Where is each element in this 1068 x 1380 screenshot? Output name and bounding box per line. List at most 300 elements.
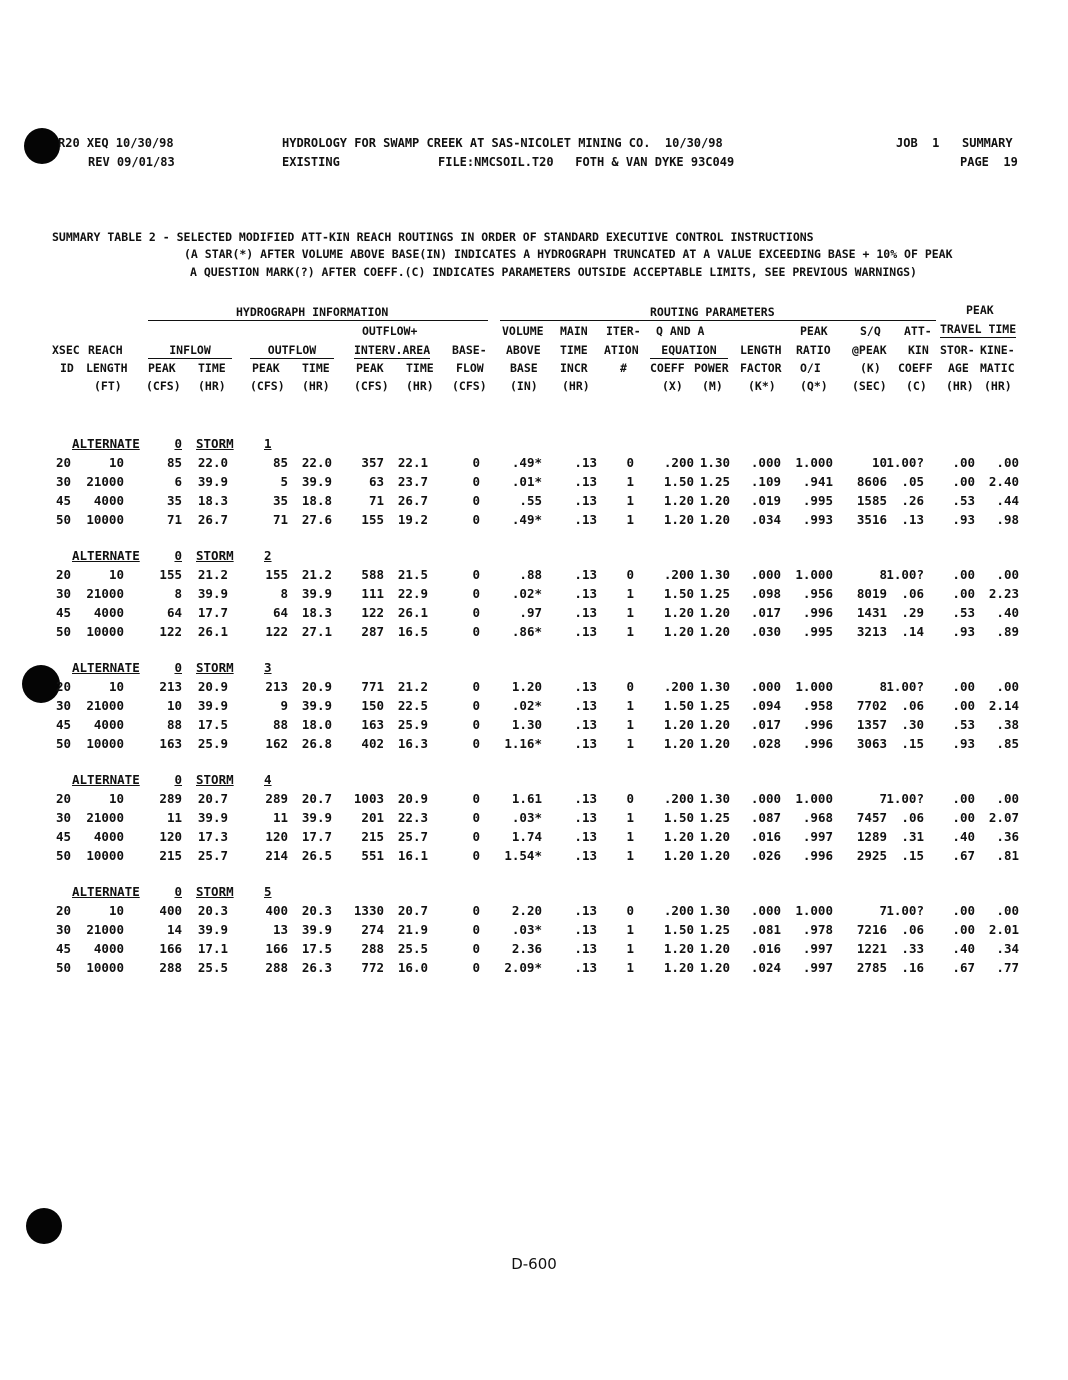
cell-iteration: 0: [626, 903, 634, 918]
cell-inflow-time: 25.5: [197, 960, 228, 975]
cell-eq-coeff: .200: [663, 567, 694, 582]
cell-eq-power: 1.30: [699, 567, 730, 582]
cell-eq-coeff: 1.50: [663, 698, 694, 713]
cell-sq-peak: 7457: [856, 810, 887, 825]
cell-inflow-time: 21.2: [197, 567, 228, 582]
cell-interv-peak: 201: [361, 810, 384, 825]
cell-sq-peak: 8: [879, 567, 887, 582]
cell-volume-above-base: .55: [519, 493, 542, 508]
cell-eq-coeff: 1.20: [663, 829, 694, 844]
cell-interv-time: 16.3: [397, 736, 428, 751]
storm-label: STORM: [196, 660, 234, 675]
cell-iteration: 1: [626, 474, 634, 489]
cell-volume-above-base: 2.36: [511, 941, 542, 956]
cell-eq-coeff: 1.20: [663, 941, 694, 956]
cell-reach-length: 10: [108, 567, 124, 582]
col-attkin-1: ATT-: [904, 324, 932, 338]
cell-base-flow: 0: [472, 903, 480, 918]
col-peakratio-3: O/I: [800, 361, 821, 375]
cell-eq-power: 1.20: [699, 736, 730, 751]
cell-eq-power: 1.20: [699, 829, 730, 844]
cell-interv-time: 22.5: [397, 698, 428, 713]
cell-interv-peak: 163: [361, 717, 384, 732]
cell-eq-power: 1.20: [699, 717, 730, 732]
cell-reach-length: 21000: [86, 474, 124, 489]
cell-travel-storage: .00: [952, 791, 975, 806]
cell-peak-ratio: .978: [802, 922, 833, 937]
col-equation: EQUATION: [650, 343, 728, 359]
cell-interv-peak: 215: [361, 829, 384, 844]
alternate-label: ALTERNATE: [72, 548, 140, 563]
cell-travel-kinematic: .44: [996, 493, 1019, 508]
cell-main-time-incr: .13: [574, 512, 597, 527]
col-outflow: OUTFLOW: [250, 343, 334, 359]
col-sq-2: @PEAK: [852, 343, 887, 357]
col-attkin-4: (C): [906, 379, 927, 393]
cell-volume-above-base: 2.20: [511, 903, 542, 918]
cell-peak-ratio: .996: [802, 717, 833, 732]
cell-main-time-incr: .13: [574, 922, 597, 937]
binder-hole-bottom: [26, 1208, 62, 1244]
cell-interv-time: 20.7: [397, 903, 428, 918]
cell-outflow-time: 39.9: [301, 922, 332, 937]
cell-reach-length: 21000: [86, 810, 124, 825]
cell-outflow-peak: 85: [272, 455, 288, 470]
cell-inflow-time: 22.0: [197, 455, 228, 470]
cell-travel-storage: .00: [952, 586, 975, 601]
cell-eq-coeff: 1.20: [663, 493, 694, 508]
cell-inflow-time: 25.9: [197, 736, 228, 751]
cell-inflow-time: 25.7: [197, 848, 228, 863]
cell-main-time-incr: .13: [574, 698, 597, 713]
binder-hole-top: [24, 128, 60, 164]
col-peakratio-4: (Q*): [800, 379, 828, 393]
cell-travel-storage: .67: [952, 848, 975, 863]
col-iter-1: ITER-: [606, 324, 641, 338]
cell-sq-peak: 2785: [856, 960, 887, 975]
cell-base-flow: 0: [472, 717, 480, 732]
cell-eq-coeff: 1.20: [663, 848, 694, 863]
cell-base-flow: 0: [472, 493, 480, 508]
page-number: D-600: [511, 1255, 557, 1273]
cell-main-time-incr: .13: [574, 605, 597, 620]
cell-xsec-id: 45: [56, 605, 72, 620]
cell-peak-ratio: 1.000: [795, 455, 833, 470]
cell-volume-above-base: .01*: [511, 474, 542, 489]
cell-attkin-coeff: .13: [901, 512, 924, 527]
cell-eq-coeff: 1.50: [663, 810, 694, 825]
cell-interv-time: 16.0: [397, 960, 428, 975]
cell-inflow-peak: 35: [166, 493, 182, 508]
cell-eq-power: 1.20: [699, 848, 730, 863]
cell-travel-storage: .53: [952, 605, 975, 620]
cell-travel-kinematic: .00: [996, 679, 1019, 694]
cell-outflow-peak: 214: [265, 848, 288, 863]
table-row: [0, 941, 1068, 959]
cell-outflow-peak: 64: [272, 605, 288, 620]
cell-main-time-incr: .13: [574, 941, 597, 956]
cell-travel-kinematic: 2.14: [988, 698, 1019, 713]
col-reach-4: (FT): [94, 379, 122, 393]
alternate-number: 0: [174, 660, 182, 675]
cell-reach-length: 10000: [86, 848, 124, 863]
cell-inflow-peak: 166: [159, 941, 182, 956]
cell-eq-coeff: 1.50: [663, 586, 694, 601]
cell-outflow-time: 17.7: [301, 829, 332, 844]
cell-length-factor: .000: [750, 679, 781, 694]
cell-eq-power: 1.25: [699, 922, 730, 937]
cell-inflow-peak: 11: [166, 810, 182, 825]
table-row: [0, 679, 1068, 697]
cell-interv-peak: 288: [361, 941, 384, 956]
alternate-label: ALTERNATE: [72, 660, 140, 675]
cell-interv-time: 20.9: [397, 791, 428, 806]
cell-xsec-id: 50: [56, 960, 72, 975]
storm-number: 3: [264, 660, 272, 675]
cell-sq-peak: 3213: [856, 624, 887, 639]
col-out-time-2: (HR): [302, 379, 330, 393]
cell-peak-ratio: .956: [802, 586, 833, 601]
cell-peak-ratio: .995: [802, 624, 833, 639]
cell-main-time-incr: .13: [574, 829, 597, 844]
cell-inflow-time: 20.9: [197, 679, 228, 694]
col-power-1: POWER: [694, 361, 729, 375]
cell-length-factor: .000: [750, 903, 781, 918]
cell-interv-time: 22.3: [397, 810, 428, 825]
cell-eq-coeff: 1.20: [663, 736, 694, 751]
cell-interv-peak: 155: [361, 512, 384, 527]
cell-inflow-peak: 71: [166, 512, 182, 527]
cell-travel-storage: .00: [952, 455, 975, 470]
table-row: [0, 736, 1068, 754]
col-volume-4: (IN): [510, 379, 538, 393]
cell-length-factor: .034: [750, 512, 781, 527]
cell-main-time-incr: .13: [574, 717, 597, 732]
cell-travel-kinematic: .98: [996, 512, 1019, 527]
cell-outflow-time: 18.0: [301, 717, 332, 732]
cell-sq-peak: 7702: [856, 698, 887, 713]
cell-interv-peak: 1330: [353, 903, 384, 918]
cell-attkin-coeff: .26: [901, 493, 924, 508]
cell-reach-length: 21000: [86, 698, 124, 713]
cell-base-flow: 0: [472, 698, 480, 713]
cell-iteration: 1: [626, 586, 634, 601]
cell-reach-length: 10000: [86, 624, 124, 639]
header-file: FILE:NMCSOIL.T20 FOTH & VAN DYKE 93C049: [438, 155, 735, 169]
cell-peak-ratio: .997: [802, 960, 833, 975]
cell-volume-above-base: 1.30: [511, 717, 542, 732]
cell-base-flow: 0: [472, 567, 480, 582]
cell-interv-time: 21.9: [397, 922, 428, 937]
col-out-time-1: TIME: [302, 361, 330, 375]
cell-length-factor: .030: [750, 624, 781, 639]
alternate-storm-header: [0, 772, 1068, 790]
cell-reach-length: 10000: [86, 512, 124, 527]
table-row: [0, 829, 1068, 847]
cell-iteration: 1: [626, 717, 634, 732]
cell-reach-length: 10: [108, 791, 124, 806]
cell-travel-kinematic: .00: [996, 455, 1019, 470]
cell-xsec-id: 50: [56, 624, 72, 639]
cell-xsec-id: 50: [56, 512, 72, 527]
cell-length-factor: .024: [750, 960, 781, 975]
alternate-number: 0: [174, 884, 182, 899]
cell-interv-time: 16.5: [397, 624, 428, 639]
cell-inflow-peak: 64: [166, 605, 182, 620]
col-peakratio-2: RATIO: [796, 343, 831, 357]
cell-sq-peak: 8019: [856, 586, 887, 601]
col-maintime-1: MAIN: [560, 324, 588, 338]
cell-eq-coeff: .200: [663, 679, 694, 694]
cell-peak-ratio: .996: [802, 848, 833, 863]
cell-inflow-peak: 14: [166, 922, 182, 937]
cell-reach-length: 4000: [93, 829, 124, 844]
table-row: [0, 455, 1068, 473]
cell-reach-length: 10000: [86, 736, 124, 751]
col-ia-time-1: TIME: [406, 361, 434, 375]
col-reach-2: REACH: [88, 343, 123, 357]
cell-travel-storage: .93: [952, 512, 975, 527]
col-sq-3: (K): [860, 361, 881, 375]
col-iter-2: ATION: [604, 343, 639, 357]
cell-length-factor: .081: [750, 922, 781, 937]
cell-volume-above-base: .86*: [511, 624, 542, 639]
cell-travel-kinematic: .00: [996, 791, 1019, 806]
cell-length-factor: .094: [750, 698, 781, 713]
cell-length-factor: .019: [750, 493, 781, 508]
cell-inflow-peak: 85: [166, 455, 182, 470]
storm-label: STORM: [196, 772, 234, 787]
col-q-and-a: Q AND A: [656, 324, 705, 338]
cell-eq-coeff: .200: [663, 791, 694, 806]
cell-travel-storage: .40: [952, 829, 975, 844]
cell-travel-storage: .00: [952, 922, 975, 937]
alternate-label: ALTERNATE: [72, 884, 140, 899]
storm-label: STORM: [196, 884, 234, 899]
cell-volume-above-base: 1.54*: [504, 848, 542, 863]
cell-main-time-incr: .13: [574, 567, 597, 582]
cell-inflow-peak: 400: [159, 903, 182, 918]
table-row: [0, 586, 1068, 604]
cell-outflow-time: 26.8: [301, 736, 332, 751]
cell-inflow-time: 26.1: [197, 624, 228, 639]
cell-sq-peak: 3063: [856, 736, 887, 751]
cell-travel-kinematic: 2.23: [988, 586, 1019, 601]
col-storage-1: STOR-: [940, 343, 975, 357]
cell-travel-storage: .93: [952, 624, 975, 639]
cell-eq-coeff: 1.20: [663, 624, 694, 639]
col-maintime-3: INCR: [560, 361, 588, 375]
cell-interv-peak: 357: [361, 455, 384, 470]
col-kinematic-3: (HR): [984, 379, 1012, 393]
storm-number: 2: [264, 548, 272, 563]
cell-inflow-time: 39.9: [197, 810, 228, 825]
col-ia-time-2: (HR): [406, 379, 434, 393]
cell-attkin-coeff: .06: [901, 586, 924, 601]
cell-iteration: 1: [626, 829, 634, 844]
cell-interv-peak: 71: [368, 493, 384, 508]
cell-length-factor: .016: [750, 829, 781, 844]
cell-peak-ratio: .996: [802, 605, 833, 620]
cell-travel-storage: .00: [952, 698, 975, 713]
cell-main-time-incr: .13: [574, 455, 597, 470]
cell-eq-power: 1.25: [699, 810, 730, 825]
cell-volume-above-base: .88: [519, 567, 542, 582]
cell-peak-ratio: .997: [802, 941, 833, 956]
cell-inflow-time: 18.3: [197, 493, 228, 508]
cell-reach-length: 4000: [93, 605, 124, 620]
cell-inflow-time: 39.9: [197, 474, 228, 489]
col-lenfactor-2: FACTOR: [740, 361, 782, 375]
cell-volume-above-base: .49*: [511, 455, 542, 470]
cell-interv-peak: 122: [361, 605, 384, 620]
cell-peak-ratio: .997: [802, 829, 833, 844]
cell-travel-storage: .67: [952, 960, 975, 975]
cell-attkin-coeff: .30: [901, 717, 924, 732]
cell-outflow-peak: 88: [272, 717, 288, 732]
cell-length-factor: .098: [750, 586, 781, 601]
cell-travel-storage: .00: [952, 679, 975, 694]
rule-routing: [500, 320, 936, 321]
cell-volume-above-base: .03*: [511, 922, 542, 937]
col-attkin-2: KIN: [908, 343, 929, 357]
cell-travel-storage: .00: [952, 474, 975, 489]
cell-interv-peak: 551: [361, 848, 384, 863]
cell-inflow-time: 20.7: [197, 791, 228, 806]
cell-attkin-coeff: .14: [901, 624, 924, 639]
cell-peak-ratio: .996: [802, 736, 833, 751]
col-travel-time: TRAVEL TIME: [940, 322, 1017, 336]
cell-iteration: 1: [626, 512, 634, 527]
col-out-peak-1: PEAK: [252, 361, 280, 375]
cell-outflow-peak: 213: [265, 679, 288, 694]
cell-attkin-coeff: 1.00?: [886, 791, 924, 806]
cell-length-factor: .000: [750, 567, 781, 582]
cell-xsec-id: 30: [56, 474, 72, 489]
table-note-question: A QUESTION MARK(?) AFTER COEFF.(C) INDICATES PARAMETERS OUTSIDE ACCEPTABLE LIMITS, SEE PREVIOUS WARNINGS): [190, 265, 917, 279]
cell-interv-time: 25.7: [397, 829, 428, 844]
table-title: SUMMARY TABLE 2 - SELECTED MODIFIED ATT-KIN REACH ROUTINGS IN ORDER OF STANDARD EXECUTIVE CONTROL INSTRUCTIONS: [52, 230, 814, 244]
header-revision: REV 09/01/83: [88, 155, 175, 169]
col-xsec-3: ID: [60, 361, 74, 375]
cell-inflow-peak: 289: [159, 791, 182, 806]
col-in-time-2: (HR): [198, 379, 226, 393]
cell-travel-storage: .00: [952, 903, 975, 918]
cell-outflow-time: 21.2: [301, 567, 332, 582]
cell-main-time-incr: .13: [574, 624, 597, 639]
cell-peak-ratio: 1.000: [795, 791, 833, 806]
cell-attkin-coeff: 1.00?: [886, 455, 924, 470]
cell-reach-length: 21000: [86, 922, 124, 937]
cell-volume-above-base: 2.09*: [504, 960, 542, 975]
cell-base-flow: 0: [472, 474, 480, 489]
cell-inflow-peak: 8: [174, 586, 182, 601]
cell-outflow-peak: 71: [272, 512, 288, 527]
cell-interv-time: 25.9: [397, 717, 428, 732]
header-title: HYDROLOGY FOR SWAMP CREEK AT SAS-NICOLET MINING CO. 10/30/98: [282, 136, 723, 150]
cell-peak-ratio: .995: [802, 493, 833, 508]
cell-attkin-coeff: .33: [901, 941, 924, 956]
cell-peak-ratio: .941: [802, 474, 833, 489]
cell-sq-peak: 7: [879, 903, 887, 918]
cell-attkin-coeff: 1.00?: [886, 567, 924, 582]
cell-volume-above-base: .49*: [511, 512, 542, 527]
cell-outflow-peak: 162: [265, 736, 288, 751]
cell-reach-length: 4000: [93, 941, 124, 956]
cell-main-time-incr: .13: [574, 791, 597, 806]
col-xsec-2: XSEC: [52, 343, 80, 357]
storm-label: STORM: [196, 548, 234, 563]
table-row: [0, 474, 1068, 492]
cell-eq-coeff: .200: [663, 903, 694, 918]
cell-eq-coeff: 1.20: [663, 605, 694, 620]
cell-base-flow: 0: [472, 586, 480, 601]
alternate-number: 0: [174, 436, 182, 451]
cell-peak-ratio: 1.000: [795, 567, 833, 582]
cell-interv-peak: 402: [361, 736, 384, 751]
col-volume-1: VOLUME: [502, 324, 544, 338]
cell-eq-power: 1.25: [699, 586, 730, 601]
alternate-number: 0: [174, 548, 182, 563]
cell-inflow-peak: 155: [159, 567, 182, 582]
alternate-number: 0: [174, 772, 182, 787]
col-in-peak-2: (CFS): [146, 379, 181, 393]
cell-length-factor: .000: [750, 455, 781, 470]
cell-iteration: 0: [626, 679, 634, 694]
cell-length-factor: .017: [750, 605, 781, 620]
cell-travel-storage: .53: [952, 717, 975, 732]
cell-attkin-coeff: .31: [901, 829, 924, 844]
cell-eq-power: 1.20: [699, 941, 730, 956]
col-coeff-1: COEFF: [650, 361, 685, 375]
cell-reach-length: 4000: [93, 717, 124, 732]
cell-travel-kinematic: .85: [996, 736, 1019, 751]
cell-eq-power: 1.20: [699, 493, 730, 508]
cell-main-time-incr: .13: [574, 586, 597, 601]
col-out-peak-2: (CFS): [250, 379, 285, 393]
col-coeff-2: (X): [662, 379, 683, 393]
cell-main-time-incr: .13: [574, 736, 597, 751]
cell-travel-kinematic: .00: [996, 903, 1019, 918]
cell-outflow-time: 39.9: [301, 698, 332, 713]
cell-outflow-peak: 13: [272, 922, 288, 937]
cell-xsec-id: 30: [56, 698, 72, 713]
col-maintime-4: (HR): [562, 379, 590, 393]
cell-travel-kinematic: .89: [996, 624, 1019, 639]
cell-outflow-time: 27.1: [301, 624, 332, 639]
cell-peak-ratio: .993: [802, 512, 833, 527]
storm-number: 1: [264, 436, 272, 451]
cell-travel-storage: .40: [952, 941, 975, 956]
cell-xsec-id: 50: [56, 736, 72, 751]
cell-interv-time: 16.1: [397, 848, 428, 863]
cell-outflow-time: 17.5: [301, 941, 332, 956]
header-job: JOB 1: [896, 136, 940, 150]
cell-base-flow: 0: [472, 679, 480, 694]
cell-reach-length: 10000: [86, 960, 124, 975]
cell-xsec-id: 45: [56, 493, 72, 508]
cell-main-time-incr: .13: [574, 848, 597, 863]
cell-interv-time: 22.9: [397, 586, 428, 601]
cell-iteration: 0: [626, 567, 634, 582]
cell-xsec-id: 30: [56, 586, 72, 601]
cell-base-flow: 0: [472, 624, 480, 639]
cell-peak-ratio: 1.000: [795, 903, 833, 918]
cell-sq-peak: 7: [879, 791, 887, 806]
cell-inflow-peak: 120: [159, 829, 182, 844]
cell-xsec-id: 20: [56, 679, 72, 694]
cell-iteration: 1: [626, 810, 634, 825]
